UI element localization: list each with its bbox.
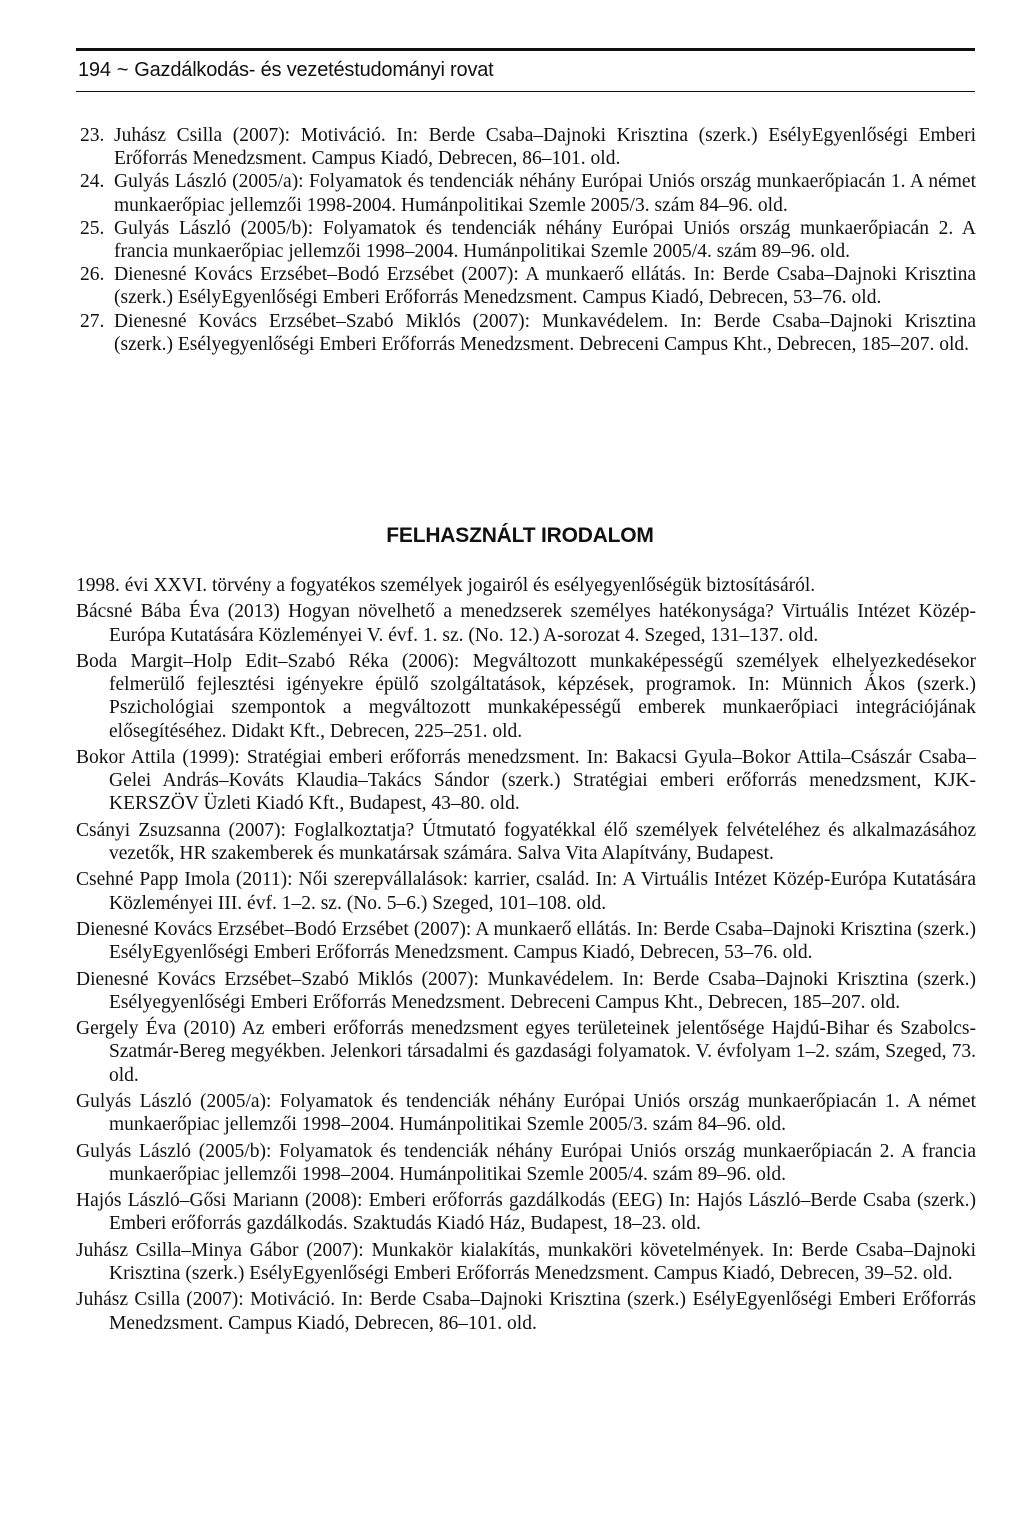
header-separator: ~ xyxy=(116,59,129,81)
numbered-reference xyxy=(80,263,976,309)
bibliography-entry: Dienesné Kovács Erzsébet–Bodó Erzsébet (2007): A munkaerő ellátás. In: Berde Csaba–Dajnoki Krisztina (szerk.) EsélyEgyenlőségi Emberi Erőforrás Menedzsment. Campus Kiadó, Debrecen, 53–76. old. xyxy=(76,918,976,964)
page-number: 194 xyxy=(78,59,111,81)
reference-number: 27. xyxy=(80,310,105,332)
journal-section-title: Gazdálkodás- és vezetéstudományi rovat xyxy=(134,59,494,81)
section-title: FELHASZNÁLT IRODALOM xyxy=(386,524,654,547)
reference-number: 25. xyxy=(80,217,105,239)
reference-number: 24. xyxy=(80,171,105,193)
running-header xyxy=(76,48,975,92)
bibliography-entry: Csehné Papp Imola (2011): Női szerepvállalások: karrier, család. In: A Virtuális Intézet Közép-Európa Kutatására Közleményei III. évf. 1–2. sz. (No. 5–6.) Szeged, 101–108. old. xyxy=(76,869,976,914)
bibliography-entry: Bokor Attila (1999): Stratégiai emberi erőforrás menedzsment. In: Bakacsi Gyula–Bokor Attila–Császár Csaba–Gelei András–Kováts Klaudia–Takács Sándor (szerk.) Stratégiai emberi erőforrás menedzsment, KJK-KERSZÖV Üzleti Kiadó Kft., Budapest, 43–80. old. xyxy=(76,746,976,815)
reference-number: 23. xyxy=(80,125,105,146)
bibliography-entry: Juhász Csilla (2007): Motiváció. In: Berde Csaba–Dajnoki Krisztina (szerk.) EsélyEgyenlőségi Emberi Erőforrás Menedzsment. Campus Kiadó, Debrecen, 86–101. old. xyxy=(76,1289,976,1334)
bibliography-entry: 1998. évi XXVI. törvény a fogyatékos személyek jogairól és esélyegyenlőségük biztosításáról. xyxy=(76,575,816,596)
bibliography-entry: Gulyás László (2005/a): Folyamatok és tendenciák néhány Európai Uniós ország munkaerőpiacán 1. A német munkaerőpiac jellemzői 1998–2004. Humánpolitikai Szemle 2005/3. szám 84–96. old. xyxy=(76,1090,976,1136)
reference-number: 26. xyxy=(80,264,105,286)
bibliography-entry: Juhász Csilla–Minya Gábor (2007): Munkakör kialakítás, munkaköri követelmények. In: Berde Csaba–Dajnoki Krisztina (szerk.) EsélyEgyenlőségi Emberi Erőforrás Menedzsment. Campus Kiadó, Debrecen, 39–52. old. xyxy=(76,1239,976,1284)
numbered-reference-list xyxy=(80,124,976,356)
bibliography-entry: Gulyás László (2005/b): Folyamatok és tendenciák néhány Európai Uniós ország munkaerőpiacán 2. A francia munkaerőpiac jellemzői 1998–2004. Humánpolitikai Szemle 2005/4. szám 89–96. old. xyxy=(76,1140,976,1185)
reference-text: Gulyás László (2005/a): Folyamatok és tendenciák néhány Európai Uniós ország munkaerőpiacán 1. A német munkaerőpiac jellemzői 1998-2004. Humánpolitikai Szemle 2005/3. szám 84–96. old. xyxy=(114,171,976,216)
numbered-reference xyxy=(80,170,976,216)
numbered-reference xyxy=(80,310,976,356)
bibliography-entry: Bácsné Bába Éva (2013) Hogyan növelhető a menedzserek személyes hatékonysága? Virtuális Intézet Közép-Európa Kutatására Közleményei V. évf. 1. sz. (No. 12.) A-sorozat 4. Szeged, 131–137. old. xyxy=(76,601,976,646)
reference-text: Dienesné Kovács Erzsébet–Bodó Erzsébet (2007): A munkaerő ellátás. In: Berde Csaba–Dajnoki Krisztina (szerk.) EsélyEgyenlőségi Emberi Erőforrás Menedzsment. Campus Kiadó, Debrecen, 53–76. old. xyxy=(114,264,976,309)
reference-text: Juhász Csilla (2007): Motiváció. In: Berde Csaba–Dajnoki Krisztina (szerk.) EsélyEgyenlőségi Emberi Erőforrás Menedzsment. Campus Kiadó, Debrecen, 86–101. old. xyxy=(114,125,976,170)
bibliography-entry: Gergely Éva (2010) Az emberi erőforrás menedzsment egyes területeinek jelentősége Hajdú-Bihar és Szabolcs-Szatmár-Bereg megyékben. Jelenkori társadalmi és gazdasági folyamatok. V. évfolyam 1–2. szám, Szeged, 73. old. xyxy=(76,1018,976,1086)
reference-text: Dienesné Kovács Erzsébet–Szabó Miklós (2007): Munkavédelem. In: Berde Csaba–Dajnoki Krisztina (szerk.) Esélyegyenlőségi Emberi Erőforrás Menedzsment. Debreceni Campus Kht., Debrecen, 185–207. old. xyxy=(114,310,976,355)
reference-text: Gulyás László (2005/b): Folyamatok és tendenciák néhány Európai Uniós ország munkaerőpiacán 2. A francia munkaerőpiac jellemzői 1998–2004. Humánpolitikai Szemle 2005/4. szám 89–96. old. xyxy=(114,217,976,263)
bibliography-entry: Csányi Zsuzsanna (2007): Foglalkoztatja? Útmutató fogyatékkal élő személyek felvételéhez és alkalmazásához vezetők, HR szakemberek és munkatársak számára. Salva Vita Alapítvány, Budapest. xyxy=(76,819,976,864)
bibliography-entry: Dienesné Kovács Erzsébet–Szabó Miklós (2007): Munkavédelem. In: Berde Csaba–Dajnoki Krisztina (szerk.) Esélyegyenlőségi Emberi Erőforrás Menedzsment. Debreceni Campus Kht., Debrecen, 185–207. old. xyxy=(76,968,976,1013)
bibliography-list xyxy=(76,574,976,1338)
numbered-reference xyxy=(80,124,976,170)
bibliography-entry: Hajós László–Gősi Mariann (2008): Emberi erőforrás gazdálkodás (EEG) In: Hajós László–Berde Csaba (szerk.) Emberi erőforrás gazdálkodás. Szaktudás Kiadó Ház, Budapest, 18–23. old. xyxy=(76,1190,976,1235)
bibliography-entry: Boda Margit–Holp Edit–Szabó Réka (2006): Megváltozott munkaképességű személyek elhelyezkedésekor felmerülő fejlesztési igényekre épülő szolgáltatások, képzések, programok. In: Münnich Ákos (szerk.) Pszichológiai szempontok a megváltozott munkaképességű emberek munkaerőpiaci integrációjának elősegítéséhez. Didakt Kft., Debrecen, 225–251. old. xyxy=(76,650,976,742)
numbered-reference xyxy=(80,217,976,263)
